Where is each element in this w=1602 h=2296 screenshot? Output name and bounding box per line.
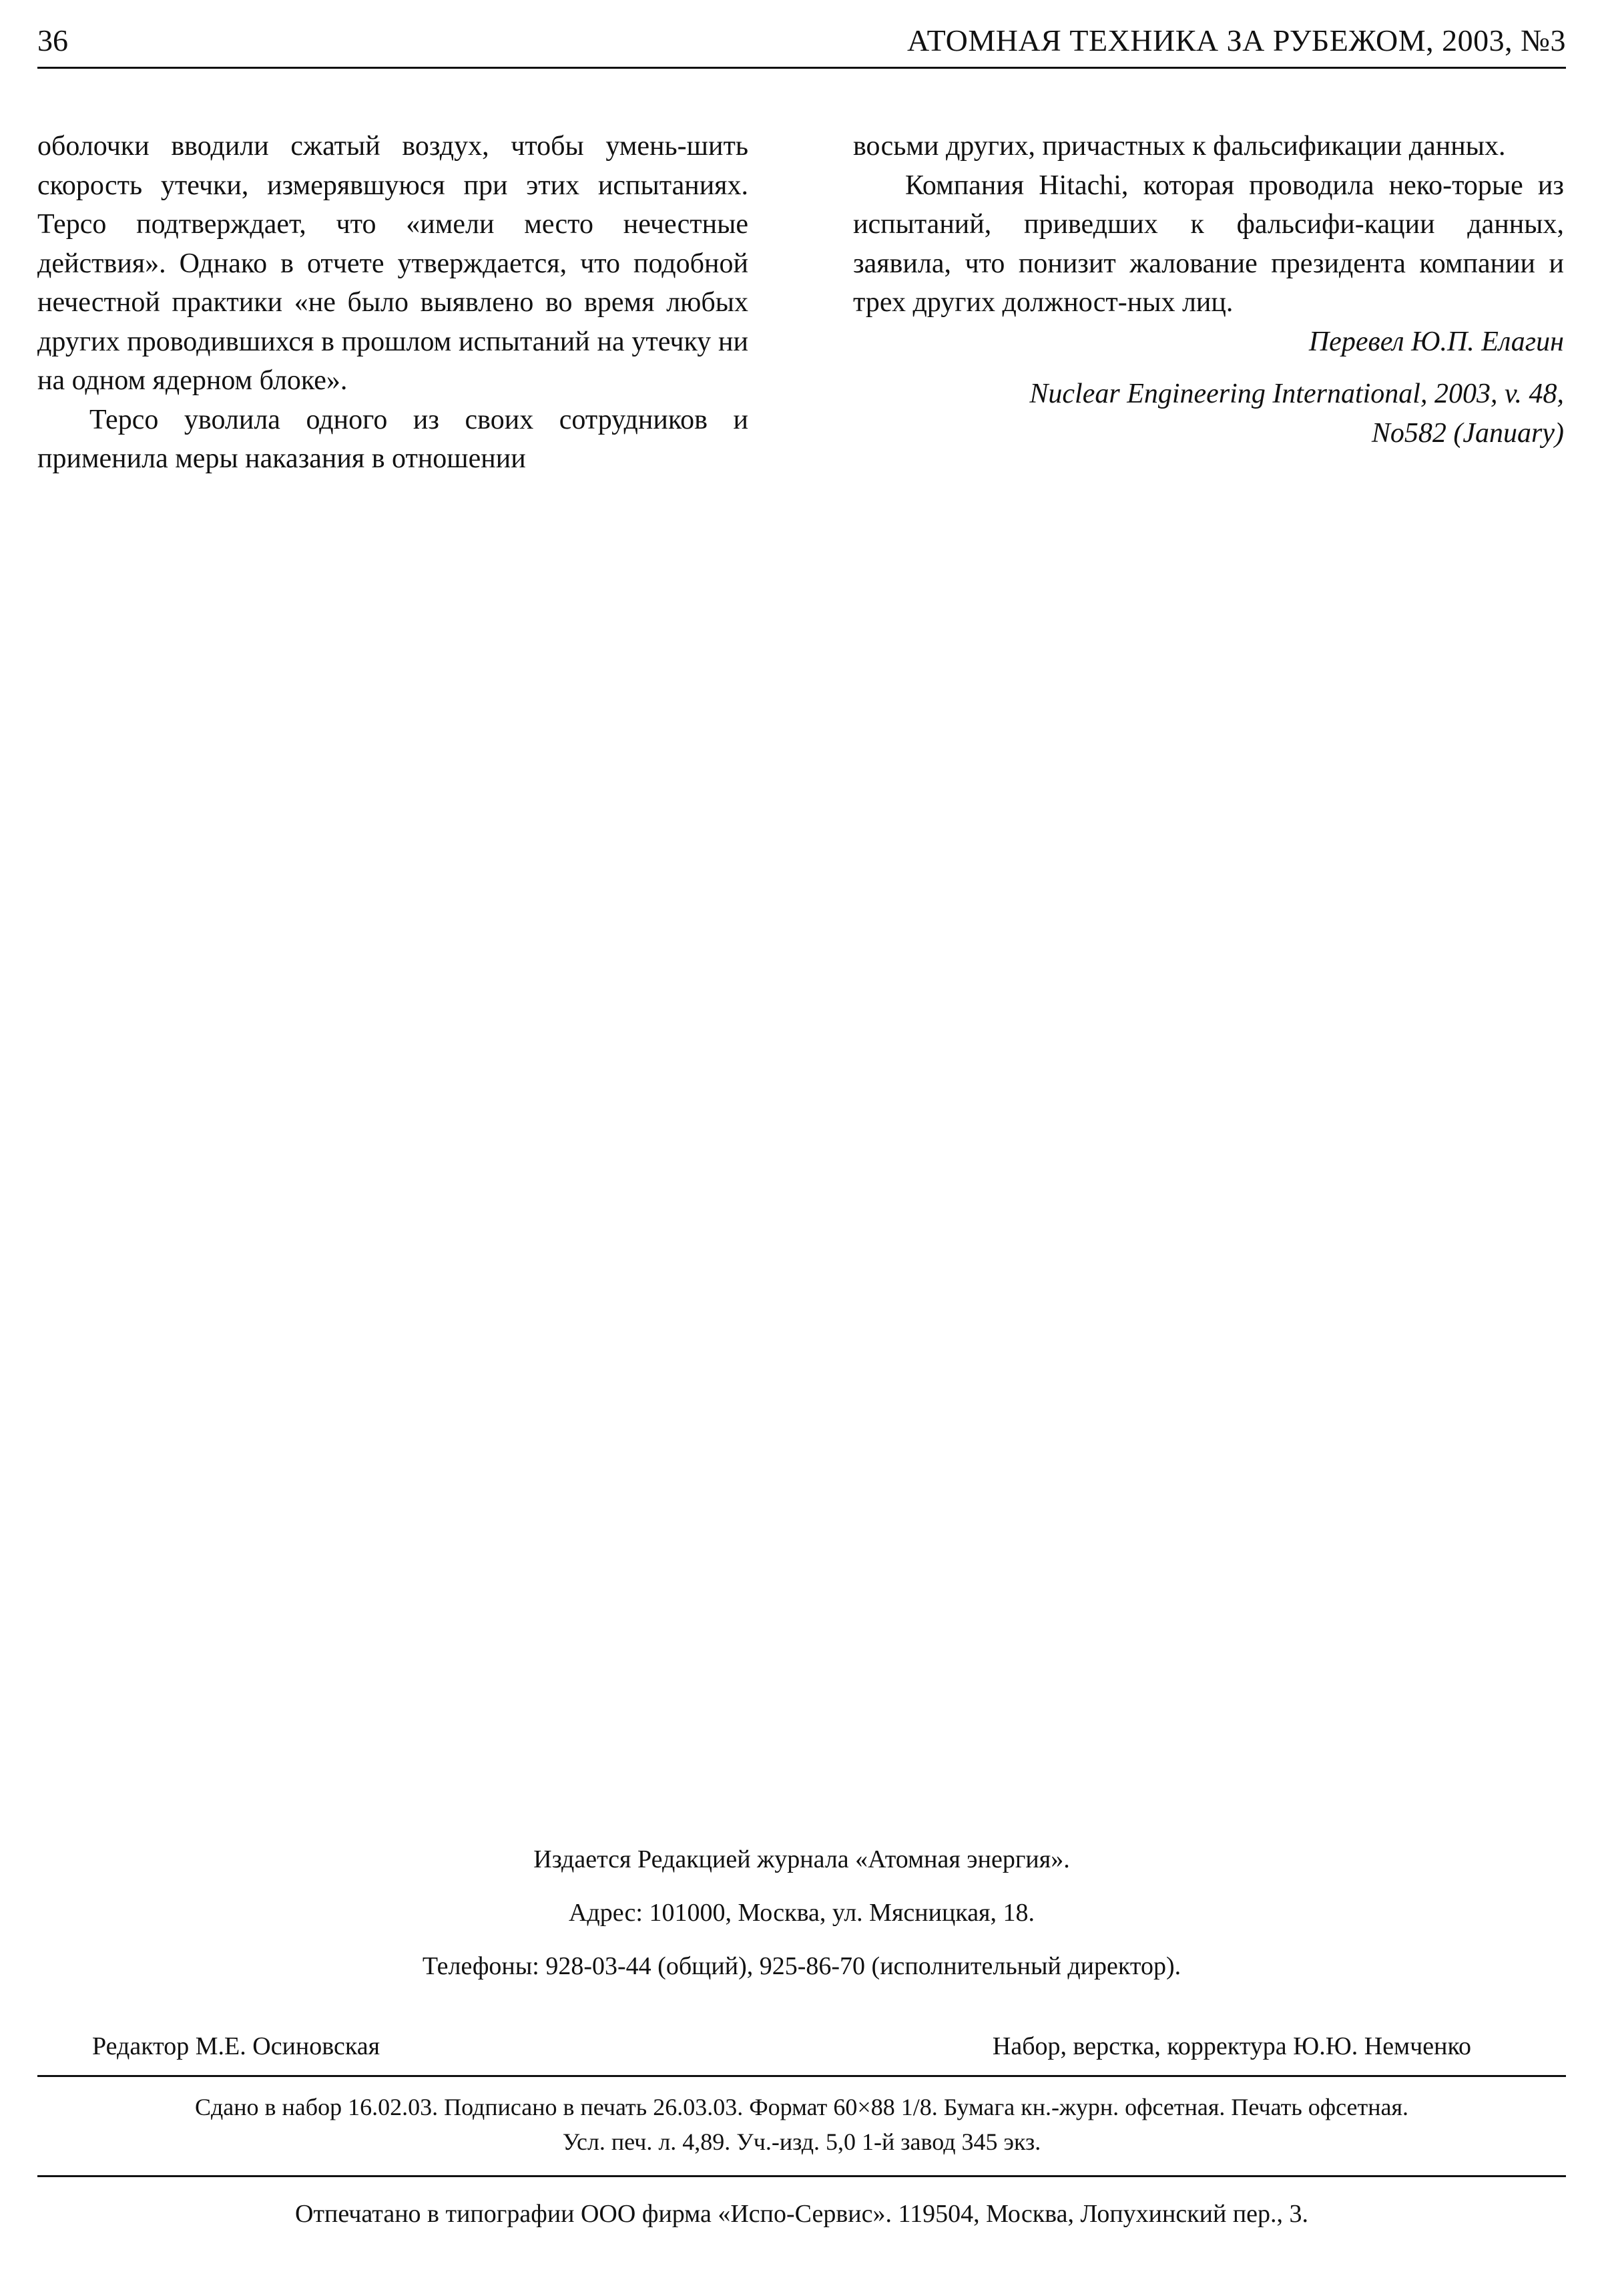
article-right-column — [853, 127, 1564, 453]
source-citation — [853, 375, 1564, 453]
print-details — [37, 2090, 1566, 2159]
page-number: 36 — [37, 23, 68, 57]
divider — [37, 2175, 1566, 2177]
typesetting-credit: Набор, верстка, корректура Ю.Ю. Немченко — [992, 2032, 1471, 2060]
paragraph: Компания Hitachi, которая проводила неко-торые из испытаний, приведших к фальсифи-кации данных, заявила, что понизит жалование президента компании и трех других должност-ных лиц. — [853, 170, 1564, 318]
article-left-column — [37, 127, 748, 479]
publisher-imprint — [37, 1833, 1566, 1993]
paragraph: Терсо уволила одного из своих сотрудников и применила меры наказания в отношении — [37, 404, 748, 474]
running-header — [37, 19, 1566, 69]
address-line: Адрес: 101000, Москва, ул. Мясницкая, 18. — [568, 1899, 1035, 1927]
divider — [37, 2075, 1566, 2077]
print-details-line: Сдано в набор 16.02.03. Подписано в печать 26.03.03. Формат 60×88 1/8. Бумага кн.-журн. офсетная. Печать офсетная. — [194, 2094, 1409, 2120]
print-details-line: Усл. печ. л. 4,89. Уч.-изд. 5,0 1-й завод 345 экз. — [562, 2128, 1041, 2155]
phones-line: Телефоны: 928-03-44 (общий), 925-86-70 (исполнительный директор). — [422, 1952, 1181, 1980]
editor-credit: Редактор М.Е. Осиновская — [92, 2032, 380, 2060]
journal-title: АТОМНАЯ ТЕХНИКА ЗА РУБЕЖОМ, 2003, №3 — [906, 23, 1566, 57]
source-line: No582 (January) — [1371, 417, 1564, 449]
translator-credit: Перевел Ю.П. Елагин — [1308, 326, 1564, 357]
paragraph: восьми других, причастных к фальсификации данных. — [853, 131, 1506, 162]
printer-line: Отпечатано в типографии ООО фирма «Испо-Сервис». 119504, Москва, Лопухинский пер., 3. — [294, 2200, 1309, 2228]
paragraph: оболочки вводили сжатый воздух, чтобы умень-шить скорость утечки, измерявшуюся при этих испытаниях. Терсо подтверждает, что «имели место нечестные действия». Однако в отчете утверждается, что подобной нечестной практики «не было выявлено во время любых других проводившихся в прошлом испытаний на утечку ни на одном ядерном блоке». — [37, 131, 748, 396]
publisher-line: Издается Редакцией журнала «Атомная энергия». — [533, 1845, 1070, 1873]
source-line: Nuclear Engineering International, 2003, v. 48, — [1029, 379, 1564, 409]
